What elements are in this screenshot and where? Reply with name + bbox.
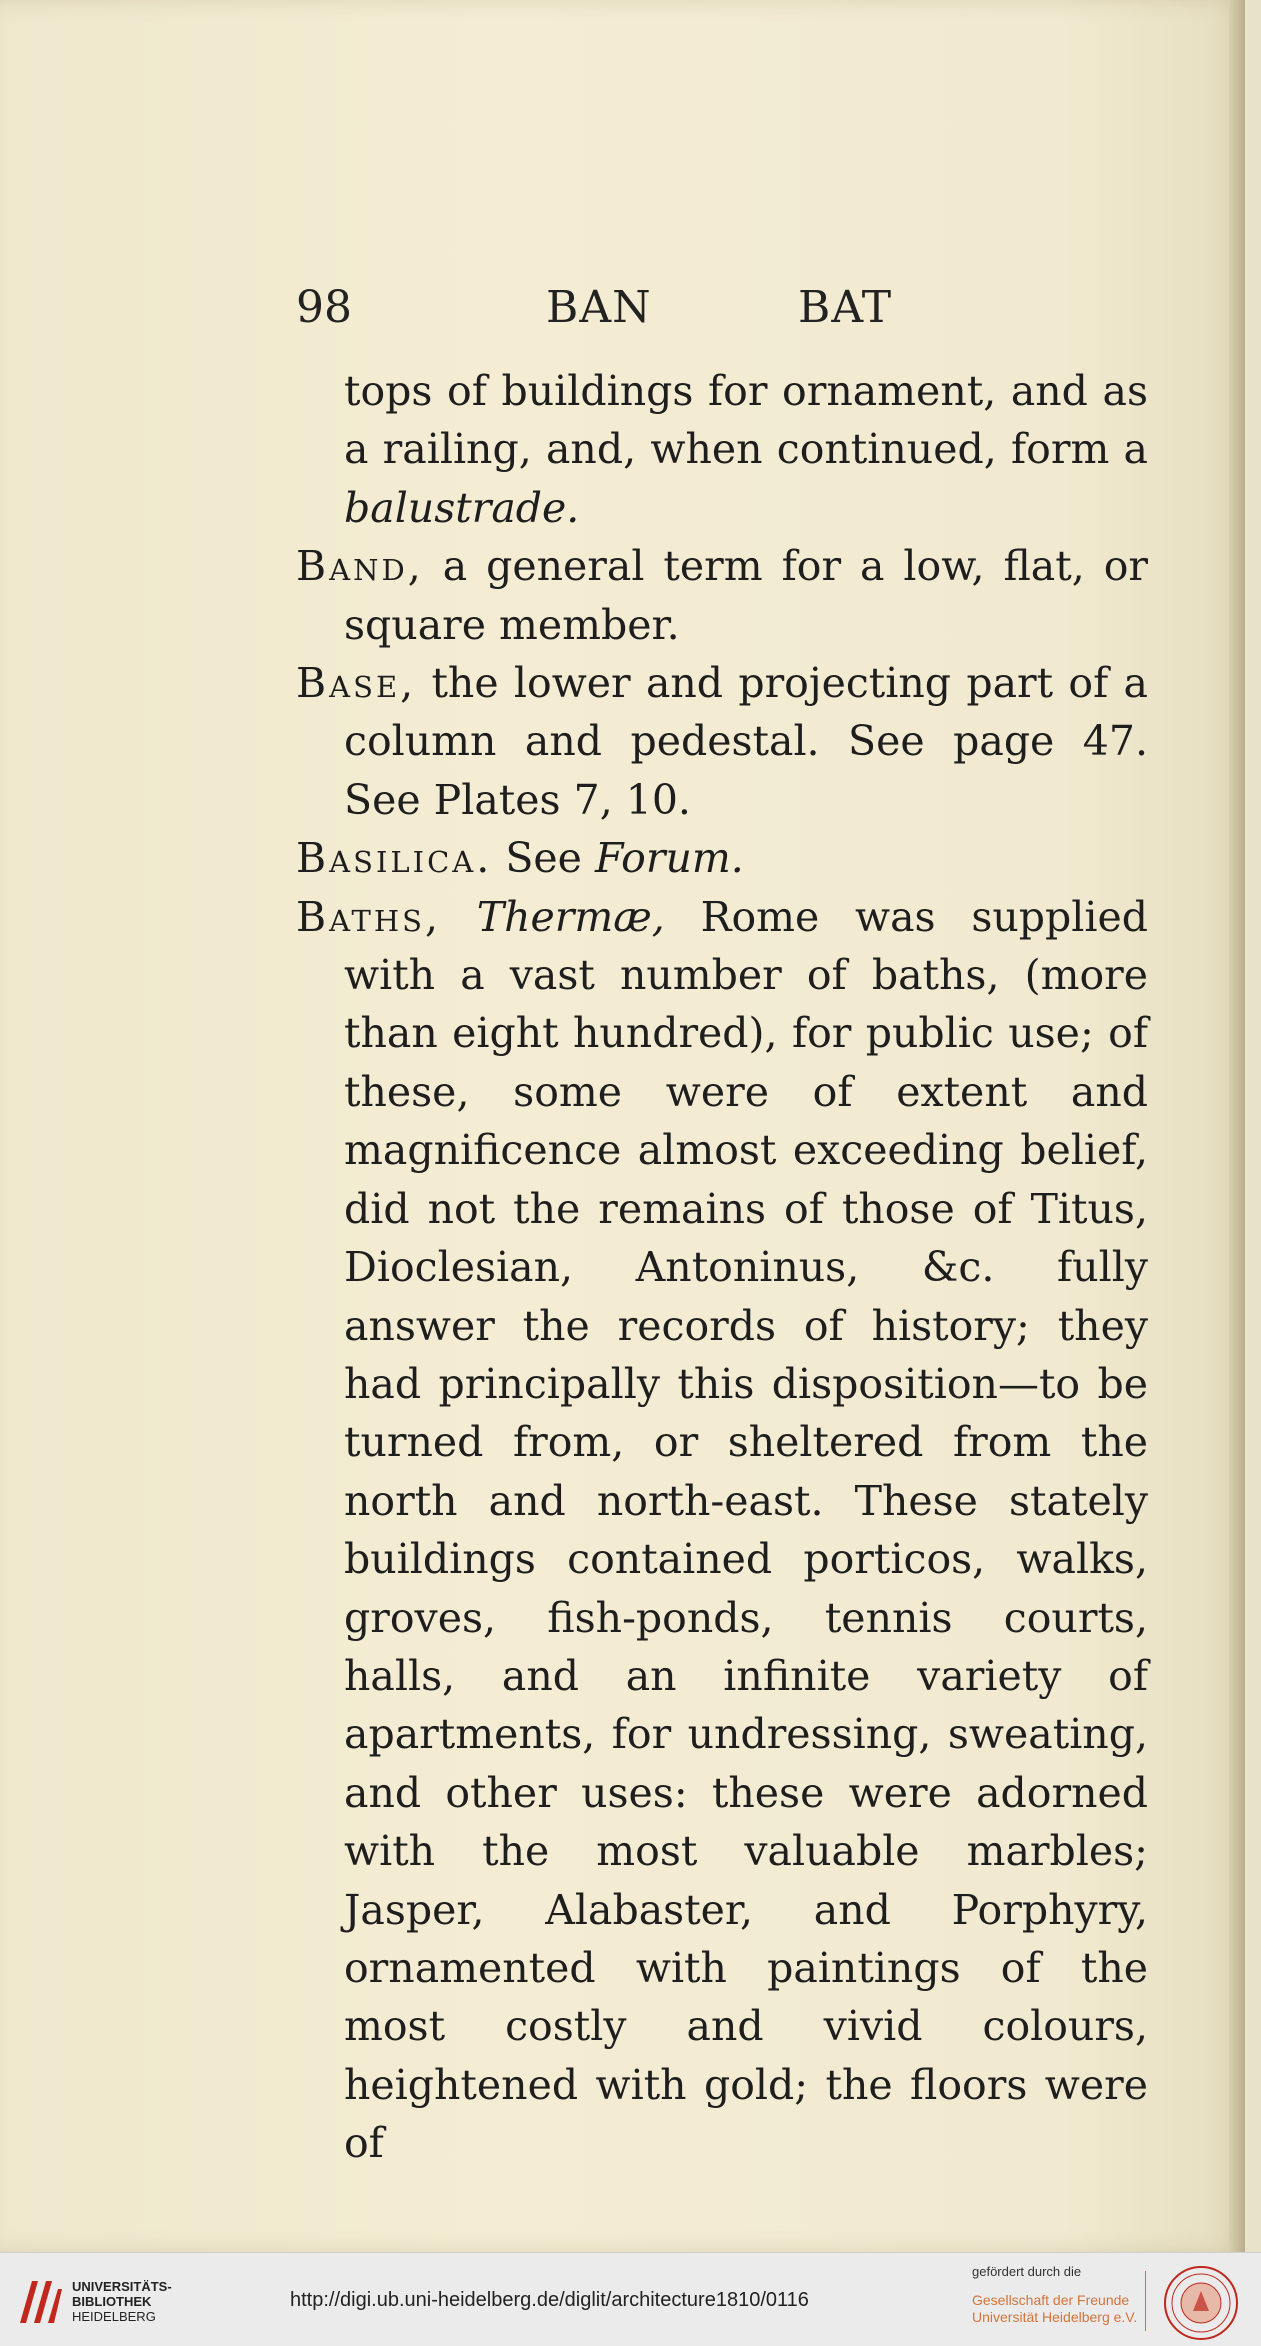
entry-continuation: tops of buildings for ornament, and as a railing, and, when continued, form a balustrade. bbox=[344, 367, 1148, 532]
entry-base: Base, the lower and projecting part of a column and pedestal. See page 47. See Plates 7, 10. bbox=[296, 659, 1148, 824]
entry-headword: Baths, bbox=[296, 892, 442, 941]
entry-headword: Base, bbox=[296, 659, 417, 708]
entry-headword: Basilica. bbox=[296, 834, 493, 883]
entry-basilica: Basilica. See Forum. bbox=[296, 834, 744, 883]
body-text bbox=[296, 362, 1148, 2173]
sponsor-note: gefördert durch die Gesellschaft der Freunde Universität Heidelberg e.V. bbox=[972, 2264, 1138, 2325]
page-header bbox=[296, 282, 1156, 342]
entry-band: Band, a general term for a low, flat, or square member. bbox=[296, 542, 1148, 649]
running-head-right: BAT bbox=[798, 282, 893, 333]
sponsor-org: Gesellschaft der Freunde Universität Heidelberg e.V. bbox=[972, 2292, 1138, 2325]
page-number: 98 bbox=[296, 282, 352, 333]
footer-divider bbox=[1145, 2271, 1146, 2331]
library-logo-icon bbox=[14, 2273, 64, 2329]
page-edge bbox=[1229, 0, 1245, 2252]
digitization-footer bbox=[0, 2252, 1261, 2346]
entry-baths: Baths, Thermæ, Rome was supplied with a vast number of baths, (more than eight hundred), for public use; of these, some were of extent and magnificence almost exceeding belief, did not the remains of those of Titus, Dioclesian, Antoninus, &c. fully answer the records of history; they had principally this disposition—to be turned from, or sheltered from the north and north-east. These stately buildings contained porticos, walks, groves, fish-ponds, tennis courts, halls, and an infinite variety of apartments, for undressing, sweating, and other uses: these were adorned with the most valuable marbles; Jasper, Alabaster, and Porphyry, ornamented with paintings of the most costly and vivid colours, heightened with gold; the floors were of bbox=[296, 892, 1148, 2168]
library-name: UNIVERSITÄTS- BIBLIOTHEK HEIDELBERG bbox=[72, 2279, 172, 2324]
running-head-left: BAN bbox=[546, 282, 652, 333]
entry-headword: Band, bbox=[296, 542, 424, 591]
university-seal-icon bbox=[1163, 2265, 1239, 2341]
permalink-url[interactable]: http://digi.ub.uni-heidelberg.de/diglit/architecture1810/0116 bbox=[290, 2289, 809, 2311]
